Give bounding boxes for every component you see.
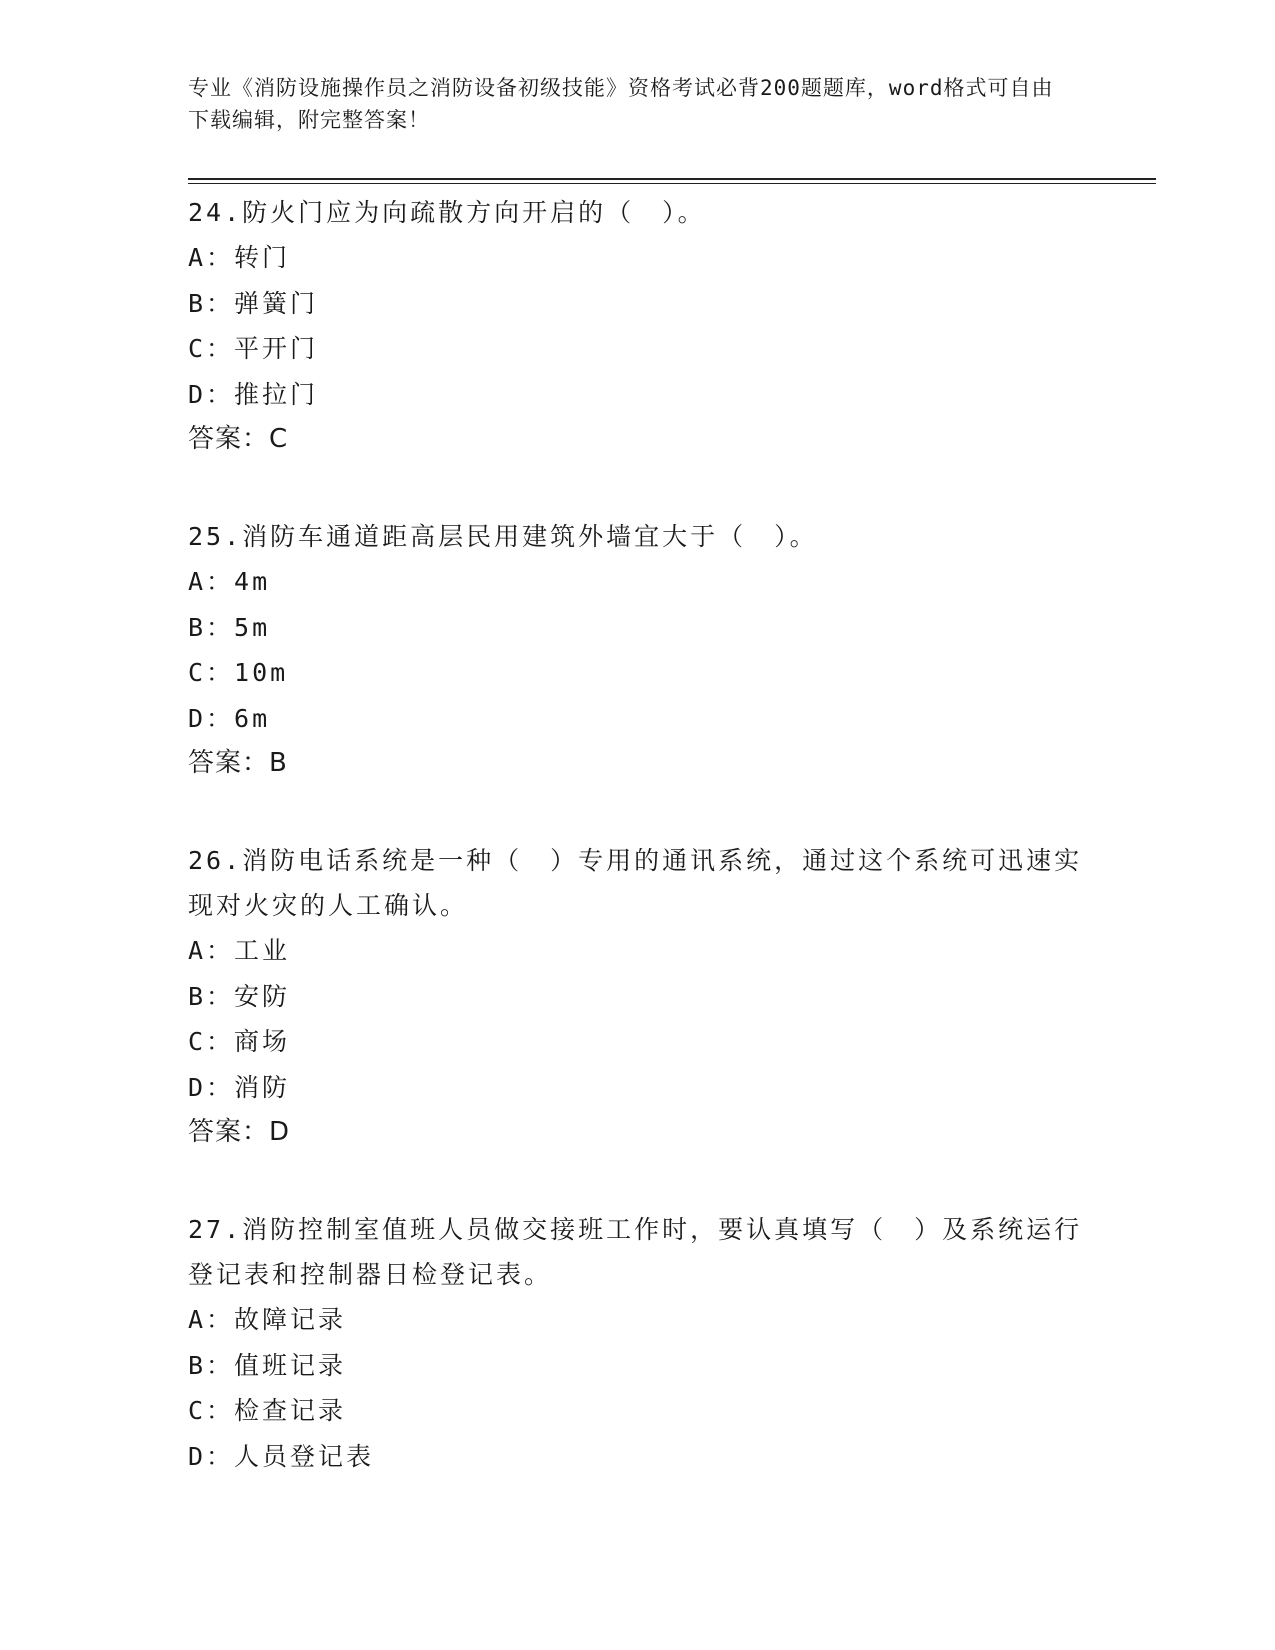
answer-line: 答案：D (188, 1117, 291, 1147)
option-b: B：值班记录 (188, 1350, 347, 1380)
question-stem: 24.防火门应为向疏散方向开启的（ ）。 (188, 198, 706, 227)
spacer (188, 462, 1088, 514)
question-stem: 26.消防电话系统是一种（ ）专用的通讯系统，通过这个系统可迅速实现对火灾的人工确认。 (188, 846, 1083, 920)
answer-line: 答案：C (188, 424, 289, 454)
document-intro: 专业《消防设施操作员之消防设备初级技能》资格考试必背200题题库，word格式可自由下载编辑，附完整答案！ (188, 76, 1054, 132)
question-list (188, 190, 1088, 1479)
header-divider (188, 178, 1156, 184)
answer-line: 答案：B (188, 748, 288, 778)
spacer (188, 786, 1088, 838)
option-a: A：转门 (188, 243, 291, 272)
option-d: D：推拉门 (188, 379, 319, 409)
option-b: B：安防 (188, 981, 291, 1011)
option-d: D：人员登记表 (188, 1441, 375, 1471)
option-b: B：弹簧门 (188, 288, 319, 318)
option-c: C：商场 (188, 1027, 291, 1056)
option-a: A：工业 (188, 936, 291, 965)
question-24 (188, 190, 1088, 462)
option-d: D：6m (188, 703, 271, 733)
option-b: B：5m (188, 612, 271, 642)
option-a: A：故障记录 (188, 1305, 347, 1334)
option-c: C：检查记录 (188, 1396, 347, 1425)
option-d: D：消防 (188, 1072, 291, 1102)
question-26 (188, 838, 1088, 1155)
option-c: C：平开门 (188, 334, 319, 363)
option-a: A：4m (188, 567, 271, 596)
question-25 (188, 514, 1088, 786)
question-27 (188, 1207, 1088, 1479)
question-stem: 27.消防控制室值班人员做交接班工作时，要认真填写（ ）及系统运行登记表和控制器日检登记表。 (188, 1215, 1083, 1289)
spacer (188, 1155, 1088, 1207)
option-c: C：10m (188, 658, 289, 687)
question-stem: 25.消防车通道距高层民用建筑外墙宜大于（ ）。 (188, 522, 818, 551)
